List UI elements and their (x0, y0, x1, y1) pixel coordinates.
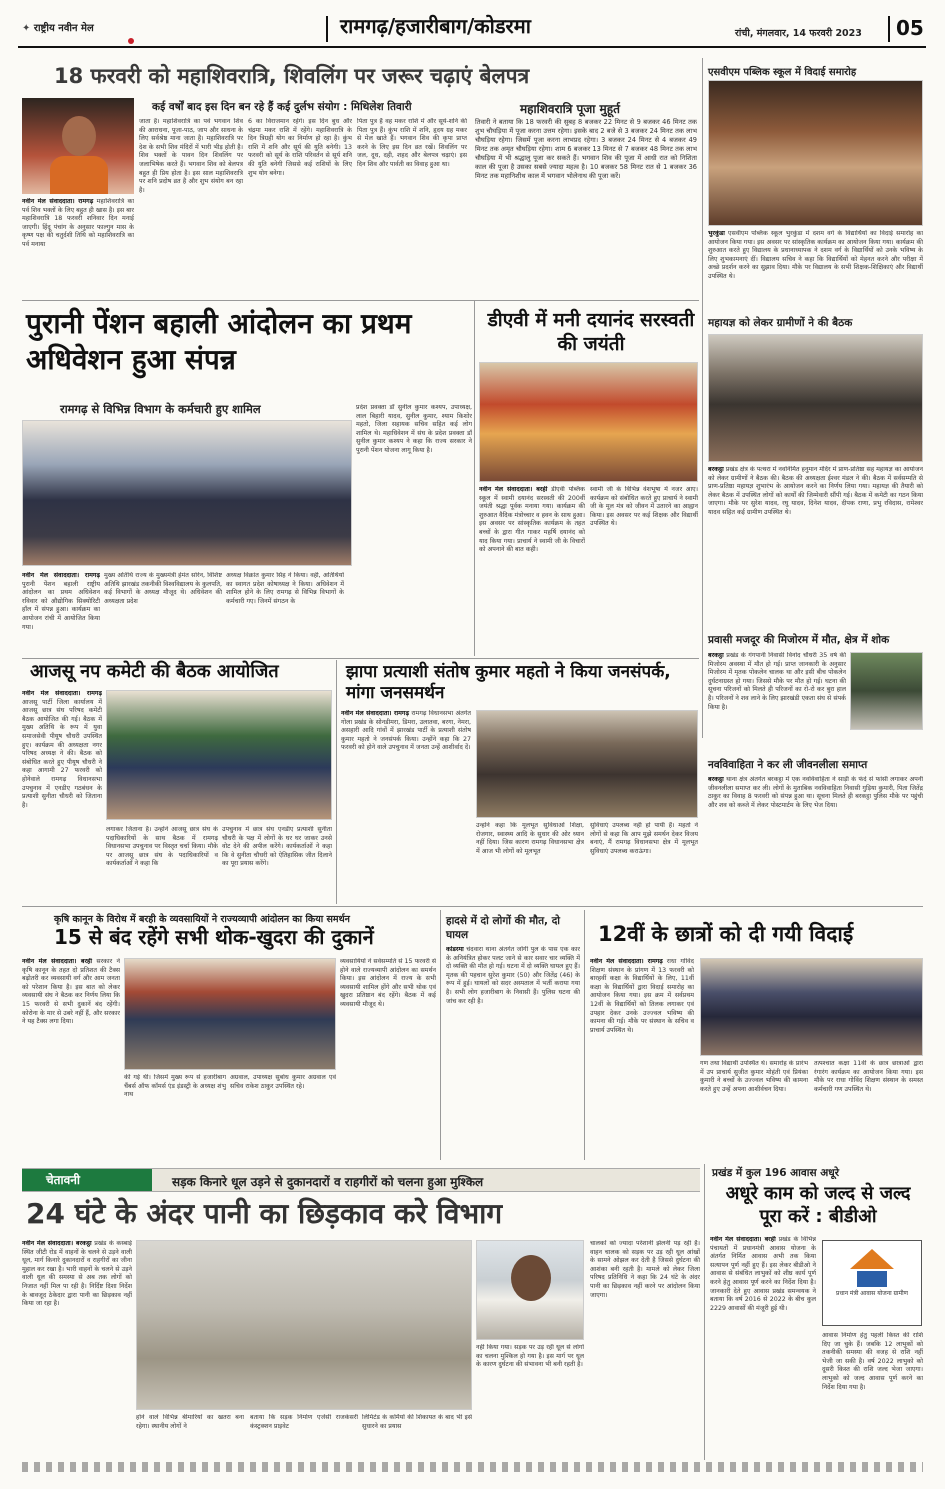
farewell12-body1: राधा गोविंद शिक्षण संस्थान के प्रांगण में 13 फरवरी को बारहवीं कक्षा के विद्यार्थियों के लिए, 11वीं कक्षा के विद्यार्थियों द्वारा विदाई समारोह का आयोजन किया गया। इस क्रम में सर्वप्रथम 12वीं के विद्यार्थियों को तिलक लगाकर एवं उपहार देकर उनके उज्ज्वल भविष्य की कामना की गई। मौके पर संस्थान के सचिव व प्राचार्य उपस्थित थे। (590, 958, 694, 1034)
pmay-logo-text: प्रधान मंत्री आवास योजना ग्रामीण (836, 1290, 908, 1297)
school-farewell-headline: एसवीएम पब्लिक स्कूल में विदाई समारोह (708, 67, 857, 78)
warning-text: सड़क किनारे धूल उड़ने से दुकानदारों व राहगीरों को चलना हुआ मुश्किल (172, 1175, 484, 1189)
dayanand-col2: स्वामी जी के विभिन्न वेशभूषा में नजर आए। कार्यक्रम को संबोधित करते हुए प्राचार्य ने स्वामी जी के मूल मंत्र को जीवन में उतारने का आह्वान किया। इस अवसर पर कई शिक्षक और विद्यार्थी उपस्थित थे। (590, 486, 698, 528)
mahayagya-text: प्रखंड क्षेत्र के पत्थरा में नवनिर्मित हनुमान मंदिर में प्राण-प्रतिष्ठा सह महायज्ञ का आयोजन को लेकर ग्रामीणों ने बैठक की। बैठक की अध्यक्षता ईश्वर मंडल ने की। बैठक में सर्वसम्मति से प्राण-प्रतिष्ठा महायज्ञ शुभारंभ के आयोजन करने का निर्णय लिया गया। महायज्ञ की तैयारी को लेकर बैठक में उपस्थित लोगों को कार्यों की जिम्मेवारी सौंपी गई। बैठक में कमेटी का गठन किया जाएगा। मौके पर सुरेश यादव, रघु यादव, दिनेश यादव, दीपक राणा, प्रभु रविदास, रामेश्वर यादव सहित कई ग्रामीण उपस्थित थे। (708, 466, 923, 516)
pension-dateline: नवीन मेल संवाददाता। रामगढ़ (22, 572, 100, 579)
farewell12-dateline: नवीन मेल संवाददाता। रामगढ़ (590, 958, 663, 965)
warning-label: चेतावनी (22, 1169, 152, 1191)
bride-dateline: बरकट्ठा (708, 776, 724, 783)
migrant-photo (850, 652, 923, 730)
awas-kicker: प्रखंड में कुल 196 आवास अधूरे (712, 1167, 839, 1179)
traders-headline: 15 से बंद रहेंगे सभी थोक-खुदरा की दुकानें (54, 925, 374, 949)
pension-col2: मुख्य अतिथि राज्य के मुख्यमंत्री हेमंत सोरेन, विशिष्ट अतिथि झारखंड तकनीकी विश्वविद्यालय के कुलपति, कई विभागों के अध्यक्ष मौजूद थे। अधिवेशन की अध्यक्षता प्रदेश (104, 572, 222, 605)
santosh-body1: रामगढ़ विधानसभा अंतर्गत गोला प्रखंड के सोनडीमरा, डिमरा, उलातवा, बरगा, नेमरा, असहारी आदि गांवों में झारखंड पार्टी के प्रत्याशी संतोष कुमार महतो ने जनसंपर्क किया। उन्होंने कहा कि 27 फरवरी को होने वाले उपचुनाव में जनता उन्हें आशीर्वाद दें। (341, 710, 471, 752)
water-dust-photo (136, 1240, 472, 1410)
story1-body1: महाशिवरात्रि का पर्व शिव भक्तों के लिए बहुत ही खास है। इस बार महाशिवरात्रि 18 फरवरी शनिवार दिन मनाई जाएगी। हिंदू पंचांग के अनुसार फाल्गुन मास के कृष्ण पक्ष की चतुर्दशी तिथि को महाशिवरात्रि का पर्व मनाया (22, 198, 134, 248)
awas-col1 (710, 1236, 816, 1458)
pension-headline: पुरानी पेंशन बहाली आंदोलन का प्रथम अधिवेशन हुआ संपन्न (26, 307, 412, 376)
story1-subhead: कई वर्षों बाद इस दिन बन रहे हैं कई दुर्लभ संयोग : मिथिलेश तिवारी (152, 101, 412, 113)
story1-col2: जाता है। महाशिवरात्रि का पर्व भगवान शिव की आराधना, पूजा-पाठ, जाप और साधना के लिए सर्वश्रेष्ठ माना जाता है। महाशिवरात्रि पर देश के सभी शिव मंदिरों में भारी भीड़ होती है। शिव भक्तों के पावन दिन शिवलिंग पर जलाभिषेक करते हैं। भगवान शिव को बेलपत्र बहुत ही प्रिय होता है। इस साल महाशिवरात्रि पर शनि प्रदोष व्रत है और शुभ संयोग बन रहा है। (139, 118, 243, 194)
school-farewell-body (708, 230, 923, 312)
farewell12-col1 (590, 958, 694, 1160)
migrant-headline: प्रवासी मजदूर की मिजोरम में मौत, क्षेत्र में शोक (708, 634, 890, 646)
masthead (0, 0, 945, 48)
dayanand-headline: डीएवी में मनी दयानंद सरस्वती की जयंती (487, 309, 695, 355)
story1-box-body: तिवारी ने बताया कि 18 फरवरी की सुबह 8 बजकर 22 मिनट से 9 बजकर 46 मिनट तक शुभ चौघड़िया में पूजा करना उत्तम रहेगा। इसके बाद 2 बजे से 3 बजकर 24 मिनट तक लाभ चौघड़िया रहेगा। जिसमें पूजा करना लाभप्रद रहेगा। 3 बजकर 24 मिनट से 4 बजकर 49 मिनट तक अमृत चौघड़िया रहेगा। शाम 6 बजकर 13 मिनट से 7 बजकर 48 मिनट तक लाभ चौघड़िया में भी श्रद्धालु पूजा कर सकते हैं। भगवान शिव की पूजा में आधी रात को निशिता काल की पूजा है उसका सबसे ज्यादा महत्व है। 10 बजकर 58 मिनट रात से 1 बजकर 36 मिनट तक महानिशीथ काल में भगवान भोलेनाथ की पूजा करें। (475, 118, 697, 180)
ajsu-dateline: नवीन मेल संवाददाता। रामगढ़ (22, 690, 102, 697)
masthead-rule (18, 46, 926, 48)
migrant-text: प्रखंड के गंगपानी निवासी विनोद चौधरी 35 वर्ष की मिजोरम अवस्था में मौत हो गई। प्राप्त जानकारी के अनुसार मिजोरम में मृतक पोकलेन चालक था और इसी बीच पोकलेन दुर्घटनाग्रस्त हो गया। जिससे मौके पर मौत हो गई। घटना की सूचना परिजनों को मिलते ही परिजनों का रो-रो कर बुरा हाल है। परिजनों ने शव लाने के लिए झारखंडी एकता संघ से संपर्क किया है। (708, 652, 846, 711)
divider (704, 1164, 705, 1460)
school-farewell-dateline: भुरकुंडा (708, 230, 725, 237)
story1-col4: पिता पुत्र हैं वह मकर राशि में और सूर्य-शनि की पिता पुत्र हैं। कुंभ राशि में शनि, हृदय ग्रह मकर से मेल खाते हैं। भगवान शिव की कृपा प्राप्त करने के लिए इस दिन व्रत रखें। शिवलिंग पर जल, दूध, दही, शहद और बेलपत्र चढ़ाएं। इस दिन शिव और पार्वती का विवाह हुआ था। (357, 118, 467, 168)
ajsu-photo (106, 690, 332, 820)
story1-col3: 6 का विराजमान रहेंगे। इस दिन बुध और चंद्रमा मकर राशि में रहेंगे। महाशिवरात्रि के दिन त्रिग्रही योग का निर्माण हो रहा है। कुंभ राशि में शनि और सूर्य की युति बनेगी। 13 फरवरी को सूर्य के राशि परिवर्तन से सूर्य शनि की युति बनेगी जिससे कई राशियों के लिए शुभ योग बनेगा। (248, 118, 352, 177)
divider (440, 910, 441, 1160)
water-col4: लिमिटेड के कर्मियों की शिकायत के बाद भी इसे सुधारने का प्रयास (362, 1414, 472, 1430)
print-color-bar (22, 1462, 923, 1472)
story1-box-title: महाशिवरात्रि पूजा मुहूर्त (520, 102, 620, 116)
pension-photo (22, 420, 352, 566)
bride-body (708, 776, 923, 838)
section-title: रामगढ़/हजारीबाग/कोडरमा (340, 14, 531, 38)
traders-col2: की गई थी। जिसमें मुख्य रूप से हजारीबाग चैंबर्स ऑफ कॉमर्स एंड इंडस्ट्री के अध्यक्ष शंभु नाथ (124, 1074, 226, 1099)
awas-col2: आवास निर्माण हेतु पहली किस्त की राशि दिए जा चुके हैं। जबकि 12 लाभुकों को तकनीकी समस्या की वजह से राशि नहीं भेजी जा सकी है। वर्ष 2022 लाभुको को दूसरी किस्त की राशि जल्द भेजा जाएगा। लाभुको को जल्द आवास पूर्ण करने का निर्देश दिया गया है। (822, 1332, 923, 1391)
accident-text: चंदवारा थाना अंतर्गत जोंगी पुल के पास एक कार के अनियंत्रित होकर पलट जाने से कार सवार चार व्यक्ति में दो व्यक्ति की मौत हो गई। घटना में दो व्यक्ति घायल हुए हैं। मृतक की पहचान सुरेश कुमार (50) और जितेंद्र (46) के रूप में हुई। घायलों को सदर अस्पताल में भर्ती कराया गया है। सभी लोग हजारीबाग के निवासी हैं। पुलिस घटना की जांच कर रही है। (446, 946, 580, 1005)
story1-photo (22, 98, 134, 194)
traders-dateline: नवीन मेल संवाददाता। बरही (22, 958, 93, 965)
mahayagya-body (708, 466, 923, 630)
santosh-headline: झापा प्रत्याशी संतोष कुमार महतो ने किया जनसंपर्क, मांगा जनसमर्थन (346, 662, 671, 703)
divider (22, 658, 699, 659)
dayanand-photo (479, 362, 698, 482)
accident-headline: हादसे में दो लोगों की मौत, दो घायल (446, 915, 560, 941)
pension-subhead: रामगढ़ से विभिन्न विभाग के कर्मचारी हुए शामिल (60, 402, 261, 416)
accident-body (446, 946, 580, 1160)
water-col2: होने वाले विभिन्न बीमारियों का खतरा बना रहेगा। स्थानीय लोगों ने (136, 1414, 244, 1430)
bride-headline: नवविवाहिता ने कर ली जीवनलीला समाप्त (708, 759, 868, 771)
story1-col1 (22, 198, 134, 294)
migrant-body (708, 652, 846, 756)
masthead-accent-mark (128, 38, 134, 44)
water-headline: 24 घंटे के अंदर पानी का छिड़काव करे विभाग (26, 1197, 503, 1230)
bride-text: थाना क्षेत्र अंतर्गत बरकट्ठा में एक नवविवाहिता ने साड़ी के फंदे से फांसी लगाकर अपनी जीवनलीला समाप्त कर ली। लोगों के मुताबिक नवविवाहिता निवासी गुड़िया कुमारी, पिता जितेंद्र ठाकुर का विवाह 8 फरवरी को संपन्न हुआ था। सूचना मिलते ही बरकट्ठा पुलिस मौके पर पहुंची और शव को कब्जे में लेकर पोस्टमार्टम के लिए भेज दिया। (708, 776, 923, 809)
farewell12-col3: तत्पश्चात कक्षा 11वीं के छात्र छात्राओं द्वारा रंगारंग कार्यक्रम का आयोजन किया गया। इस मौके पर राधा गोविंद शिक्षण संस्थान के समस्त कर्मचारी गण उपस्थित थे। (814, 1060, 923, 1093)
ajsu-col2: लगाकर जिताना है। उन्होंने आजसू छात्र संघ के पदाधिकारियों के साथ बैठक में रामगढ़ विधानसभा उपचुनाव पर विस्तृत चर्चा किया। मौके पर आजसू छात्र संघ के पदाधिकारियों व कार्यकर्ताओं ने कहा कि (106, 826, 218, 868)
logo (22, 20, 94, 34)
traders-kicker: कृषि कानून के विरोध में बरही के व्यवसायियों ने राज्यव्यापी आंदोलन का किया समर्थन (54, 914, 350, 925)
farewell12-headline: 12वीं के छात्रों को दी गयी विदाई (598, 922, 854, 946)
traders-col1 (22, 958, 120, 1158)
traders-col4: व्यवसायियों ने सर्वसम्मति से 15 फरवरी से होने वाले राज्यव्यापी आंदोलन का समर्थन किया। इस आंदोलन में राज्य के सभी व्यवसायी शामिल होंगे और सभी थोक एवं खुदरा प्रतिष्ठान बंद रहेंगे। बैठक में कई व्यवसायी मौजूद थे। (340, 958, 436, 1008)
santosh-photo (476, 710, 698, 818)
accident-dateline: कोडरमा (446, 946, 464, 953)
ajsu-col1 (22, 690, 102, 900)
water-body1: प्रखंड के कस्बाई स्थित जीटी रोड में वाहनों के चलने से उड़ने वाली धूल, मार्ग किनारे दुकानदारों व राहगीरों का जीना मुहाल कर रखा है। भारी वाहनों के चलने से उड़ने वाली धूल की समस्या से अब तक लोगों को निजात नहीं मिल पा रही है। निर्दिष्ट दिशा निर्देश के बावजूद ठेकेदार द्वारा पानी का छिड़काव नहीं किया जा रहा है। (22, 1240, 132, 1308)
bird-icon: ✦ (22, 23, 31, 34)
house-icon (850, 1249, 894, 1269)
traders-col3: अग्रवाल, उपाध्यक्ष सुबोध कुमार अग्रवाल एवं सचिव राकेश ठाकुर उपस्थित रहे। (230, 1074, 336, 1090)
traders-body1: सरकार ने कृषि कानून के तहत दो प्रतिशत की टैक्स बढ़ोतरी कर व्यवसायी वर्ग और आम जनता को परेशान किया है। इस बात को लेकर व्यवसायी संघ ने बैठक कर निर्णय लिया कि 15 फरवरी से सभी दुकानें बंद रहेंगी। कोरोना के मार से उबरे नहीं हैं, और सरकार ने यह टैक्स लगा दिया। (22, 958, 120, 1026)
divider (22, 300, 699, 301)
story1-headline: 18 फरवरी को महाशिवरात्रि, शिवलिंग पर जरूर चढ़ाएं बेलपत्र (54, 64, 530, 88)
divider (474, 300, 475, 656)
pension-col1 (22, 572, 100, 654)
masthead-divider-2 (888, 16, 890, 42)
school-farewell-photo (708, 80, 923, 226)
santosh-dateline: नवीन मेल संवाददाता। रामगढ़ (341, 710, 410, 717)
divider (336, 660, 337, 904)
story1-dateline: नवीन मेल संवाददाता। रामगढ़ (22, 198, 94, 205)
awas-body1: प्रखंड के विभिन्न पंचायतों में प्रधानमंत्री आवास योजना के अंतर्गत निर्मित आवास अभी तक किया सत्यापन पूर्ण नहीं हुए हैं। इस लेकर बीडीओ ने आवास से संबंधित लाभुकों को शीघ्र कार्य पूर्ण करने हेतु आवास पूर्ण करने का निर्देश दिया है। जानकारी देते हुए आवास प्रखंड समन्वयक ने बताया कि वर्ष 2016 से 2022 के बीच कुल 2229 आवासों की मंजूरी हुई थी। (710, 1236, 816, 1312)
dayanand-col1 (479, 486, 585, 654)
logo-text: राष्ट्रीय नवीन मेल (33, 23, 94, 34)
divider (584, 910, 585, 1160)
dayanand-body1: डीएवी पब्लिक स्कूल में स्वामी दयानंद सरस्वती की 200वीं जयंती श्रद्धा पूर्वक मनाया गया। कार्यक्रम की शुरुआत वैदिक मंत्रोच्चार व हवन के साथ हुआ। इस अवसर पर सांस्कृतिक कार्यक्रम के तहत बच्चों के द्वारा गीत गाकर महर्षि दयानंद को याद किया गया। प्राचार्य ने स्वामी जी के विचारों को अपनाने की बात कही। (479, 486, 585, 554)
mahayagya-headline: महायज्ञ को लेकर ग्रामीणों ने की बैठक (708, 317, 853, 329)
pension-col4: प्रदेश प्रवक्ता डॉ सुनील कुमार कश्यप, उपाध्यक्ष, लाल बिहारी यादव, सुनील कुमार, श्याम किशोर महतो, जिला सहायक सचिव सहित कई लोग शामिल थे। महाधिवेशन में संघ के प्रदेश प्रवक्ता डॉ सुनील कुमार कश्यप ने कहा कि राज्य सरकार ने पुरानी पेंशन योजना लागू किया है। (356, 404, 472, 454)
pension-body1: पुरानी पेंशन बहाली राष्ट्रीय आंदोलन का प्रथम अधिवेशन रविवार को औद्योगिक सिक्योरिटी हॉल में संपन्न हुआ। कार्यक्रम का आयोजन रांची में आयोजित किया गया। (22, 580, 100, 631)
divider (22, 906, 923, 907)
traders-photo (124, 958, 336, 1070)
water-dateline: नवीन मेल संवाददाता। बरकट्ठा (22, 1240, 92, 1247)
water-person-photo (476, 1240, 584, 1340)
mahayagya-dateline: बरकट्ठा (708, 466, 724, 473)
water-col5: नहीं किया गया। सड़क पर उड़ रही धूल से लोगों का चलना मुश्किल हो गया है। इस मार्ग पर धूल के कारण दुर्घटना की संभावना भी बनी रहती है। (476, 1344, 584, 1369)
school-farewell-text: एसवीएम पब्लिक स्कूल भुरकुंडा में दशम वर्ग के विद्यार्थियों का विदाई समारोह का आयोजन किया गया। इस अवसर पर सांस्कृतिक कार्यक्रम का आयोजन किया गया। कार्यक्रम की शुरुआत करते हुए विद्यालय के प्रधानाध्यापक ने दशम वर्ग के विद्यार्थियों को उनके भविष्य के लिए शुभकामनाएं दीं। विद्यालय सचिव ने कहा कि विद्यार्थियों को मेहनत करने और परीक्षा में अच्छे प्रदर्शन करने का सुझाव दिया। मौके पर विद्यालय के सभी शिक्षक-शिक्षिकाएं और विद्यार्थी उपस्थित थे। (708, 230, 923, 280)
pmay-logo (822, 1240, 922, 1326)
awas-headline: अधूरे काम को जल्द से जल्द पूरा करें : बीडीओ (725, 1183, 911, 1227)
awas-dateline: नवीन मेल संवाददाता। बरही (710, 1236, 776, 1243)
santosh-col1 (341, 710, 471, 904)
masthead-divider-1 (326, 16, 328, 42)
issue-date: रांची, मंगलवार, 14 फरवरी 2023 (735, 28, 862, 39)
ajsu-body1: आजसू पार्टी जिला कार्यालय में आजसू छात्र संघ परिषद कमेटी बैठक आयोजित की गई। बैठक में मुख्य अतिथि के रूप में युवा समाजसेवी पीयूष चौधरी उपस्थित हुए। कार्यक्रम की अध्यक्षता नगर परिषद अध्यक्ष ने की। बैठक को संबोधित करते हुए पीयूष चौधरी ने कहा आगामी 27 फरवरी को होनेवाले रामगढ़ विधानसभा उपचुनाव में एनडीए गठबंधन के प्रत्याशी सुनीता चौधरी को जिताना है। (22, 698, 102, 809)
water-col1 (22, 1240, 132, 1458)
page-number: 05 (896, 16, 924, 40)
ajsu-headline: आजसू नप कमेटी की बैठक आयोजित (30, 661, 279, 682)
dayanand-dateline: नवीन मेल संवाददाता। बरही (479, 486, 548, 493)
warning-banner (22, 1168, 700, 1192)
migrant-dateline: बरकट्ठा (708, 652, 724, 659)
water-col3: बताया कि सड़क निर्माण एजेंसी राजकेसरी कंस्ट्रक्शन प्राइवेट (250, 1414, 358, 1430)
water-col6: चालकों को ज्यादा परेशानी झेलनी पड़ रही है। वाहन चालक को सड़क पर उड़ रही धूल आंखों के सामने ओझल कर देती है जिससे दुर्घटना की आशंका बनी रहती है। मामले को लेकर जिला परिषद प्रतिनिधि ने कहा कि 24 घंटे के अंदर पानी का छिड़काव नहीं करने पर आंदोलन किया जाएगा। (590, 1240, 700, 1299)
santosh-col2: उन्होंने कहा कि मूलभूत सुविधाओं शिक्षा, रोजगार, स्वास्थ्य आदि के सुधार की ओर ध्यान नहीं दिया। जिस कारण रामगढ़ विधानसभा क्षेत्र में आज भी लोगों को मूलभूत (476, 822, 584, 855)
divider (702, 58, 703, 738)
ajsu-col3: उपचुनाव में छात्र संघ एनडीए प्रत्याशी सुनीता चौधरी के पक्ष में लोगों के घर घर जाकर उनसे वोट देने की अपील करेंगे। कार्यकर्ताओं ने कहा कि वे सुनीता चौधरी को ऐतिहासिक जीत दिलाने का पूरा प्रयास करेंगे। (222, 826, 332, 868)
farewell12-photo (700, 958, 923, 1056)
santosh-col3: सुविधाएं उपलब्ध नहीं हो पायी हैं। महतो ने लोगों से कहा कि आप मुझे समर्थन देकर विजय बनाएं, मैं रामगढ़ विधानसभा क्षेत्र में मूलभूत सुविधाएं उपलब्ध कराऊंगा। (590, 822, 698, 855)
farewell12-col2: गण तथा विद्यार्थी उपस्थित थे। समारोह के प्रारंभ में उप प्राचार्य सुजीत कुमार मोहंती एवं प्रियंका कुमारी ने बच्चों के उज्ज्वल भविष्य की कामना करते हुए उन्हें अपना आशीर्वचन दिया। (700, 1060, 808, 1093)
mahayagya-photo (708, 334, 923, 462)
pension-col3: अध्यक्ष विक्रांत कुमार सिंह ने किया। वहीं, अतिथियों का स्वागत प्रदेश कोषाध्यक्ष ने किया। अधिवेशन में शामिल होने के लिए रामगढ़ से विभिन्न विभागों के कर्मचारी गए। जिनमें संगठन के (226, 572, 344, 605)
